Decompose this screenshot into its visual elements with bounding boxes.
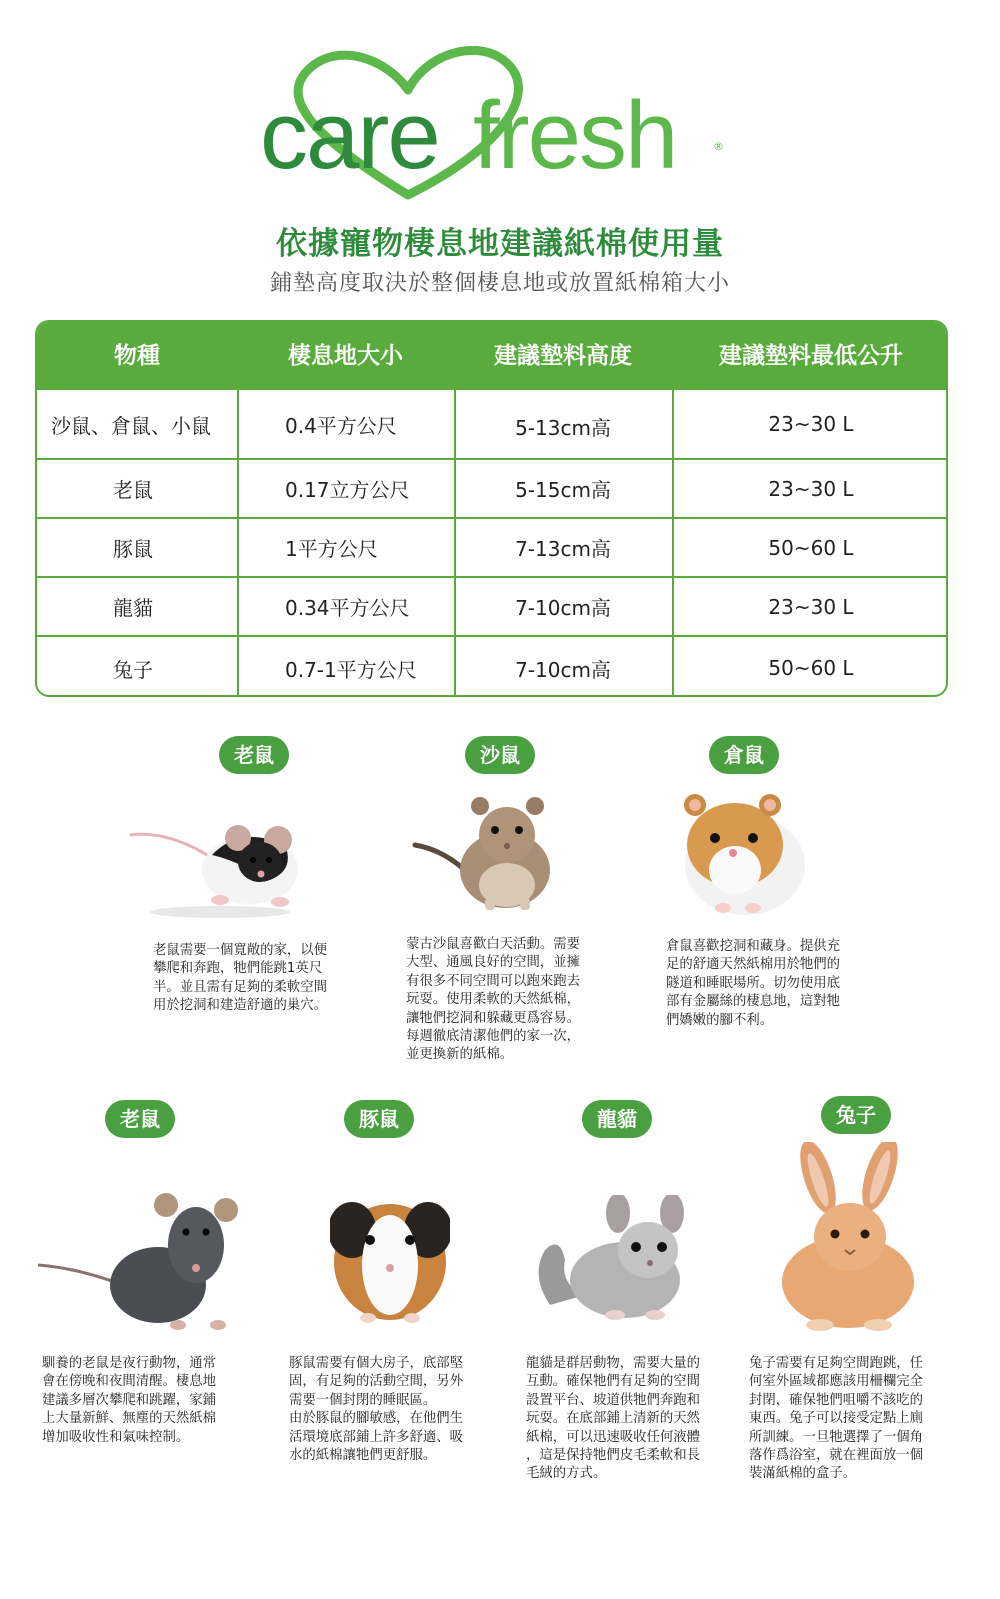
- table-header: [37, 322, 946, 390]
- label-hamster: 倉鼠: [709, 736, 779, 774]
- rat-description: 馴養的老鼠是夜行動物，通常 會在傍晚和夜間清醒。棲息地 建議多層次攀爬和跳躍，家鋪 上大量新鮮、無塵的天然紙棉 增加吸收性和氣味控制。: [42, 1356, 217, 1445]
- table-row: [37, 390, 946, 458]
- liters-cell: 50~60 L: [768, 535, 854, 560]
- species-cell: 沙鼠、倉鼠、小鼠: [51, 413, 211, 438]
- label-rat: 老鼠: [105, 1100, 175, 1138]
- table-row: [37, 458, 946, 517]
- height-cell: 5-15cm高: [515, 478, 611, 502]
- hamster-photo-icon: [675, 790, 815, 920]
- liters-cell: 23~30 L: [768, 476, 854, 501]
- height-cell: 7-10cm高: [515, 596, 611, 620]
- rat-photo-icon: [38, 1190, 243, 1335]
- registered-mark: ®: [713, 140, 724, 153]
- habitat-cell: 0.4平方公尺: [285, 413, 397, 438]
- label-chinchilla: 龍貓: [582, 1100, 652, 1138]
- label-rabbit: 兔子: [821, 1096, 891, 1134]
- habitat-cell: 0.17立方公尺: [285, 478, 410, 502]
- column-header-liters: 建議墊料最低公升: [719, 343, 903, 369]
- gerbil-description: 蒙古沙鼠喜歡白天活動。需要 大型、通風良好的空間，並擁 有很多不同空間可以跑來跑去 玩耍。使用柔軟的天然紙棉， 讓牠們挖洞和躲藏更爲容易。 每週徹底清潔他們的家一次， 並更換新的紙棉。: [406, 937, 581, 1063]
- species-cell: 豚鼠: [113, 537, 153, 561]
- species-cell: 龍貓: [113, 596, 153, 620]
- height-cell: 5-13cm高: [515, 416, 611, 440]
- column-header-species: 物種: [114, 343, 160, 369]
- height-cell: 7-10cm高: [515, 657, 611, 682]
- carefresh-logo: [258, 40, 738, 200]
- mouse-photo-icon: [120, 800, 320, 920]
- table-row: [37, 635, 946, 697]
- hamster-description: 倉鼠喜歡挖洞和藏身。提供充 足的舒適天然紙棉用於牠們的 隧道和睡眠場所。切勿使用底 部有金屬絲的棲息地，這對牠 們嬌嫩的腳不利。: [666, 939, 841, 1028]
- habitat-cell: 1平方公尺: [285, 537, 378, 561]
- logo-text-fresh: fresh: [473, 82, 677, 189]
- table-row: [37, 576, 946, 635]
- page-title: 依據寵物棲息地建議紙棉使用量: [276, 226, 724, 262]
- mouse-description: 老鼠需要一個寬敞的家，以便 攀爬和奔跑，牠們能跳1英尺 半。並且需有足夠的柔軟空間 用於挖洞和建造舒適的巢穴。: [153, 943, 328, 1014]
- column-header-height: 建議墊料高度: [494, 343, 632, 369]
- liters-cell: 23~30 L: [768, 594, 854, 619]
- habitat-cell: 0.34平方公尺: [285, 596, 410, 620]
- logo-text-care: care: [260, 82, 439, 189]
- species-cell: 兔子: [113, 657, 153, 682]
- chinchilla-photo-icon: [530, 1195, 700, 1325]
- chinchilla-description: 龍貓是群居動物，需要大量的 互動。確保牠們有足夠的空間 設置平台、坡道供牠們奔跑和 玩耍。在底部鋪上清新的天然 紙棉，可以迅速吸收任何液體 ，這是保持牠們皮毛柔軟和長 毛絨的方式。: [526, 1356, 701, 1482]
- species-cell: 老鼠: [113, 478, 153, 502]
- rabbit-description: 兔子需要有足夠空間跑跳，任 何室外區域都應該用柵欄完全 封閉，確保牠們咀嚼不該吃的 東西。兔子可以接受定點上廁 所訓練。一旦牠選擇了一個角 落作爲浴室，就在裡面放一個 裝滿紙棉的盒子。: [749, 1356, 924, 1482]
- gerbil-photo-icon: [405, 790, 585, 915]
- table-row: [37, 517, 946, 576]
- page-subtitle: 鋪墊高度取決於整個棲息地或放置紙棉箱大小: [269, 271, 730, 296]
- guinea-pig-photo-icon: [330, 1190, 450, 1325]
- label-gerbil: 沙鼠: [465, 736, 535, 774]
- label-guinea-pig: 豚鼠: [344, 1100, 414, 1138]
- liters-cell: 50~60 L: [768, 656, 854, 680]
- height-cell: 7-13cm高: [515, 537, 611, 561]
- liters-cell: 23~30 L: [768, 412, 854, 436]
- label-mouse: 老鼠: [219, 736, 289, 774]
- habitat-cell: 0.7-1平方公尺: [285, 657, 417, 682]
- column-header-habitat: 棲息地大小: [288, 343, 403, 369]
- bedding-table: [35, 320, 948, 697]
- rabbit-photo-icon: [770, 1142, 920, 1332]
- guinea-pig-description: 豚鼠需要有個大房子，底部堅 固，有足夠的活動空間，另外 需要一個封閉的睡眠區。 由於豚鼠的腳敏感，在他們生 活環境底部鋪上許多舒適、吸 水的紙棉讓牠們更舒服。: [289, 1356, 464, 1464]
